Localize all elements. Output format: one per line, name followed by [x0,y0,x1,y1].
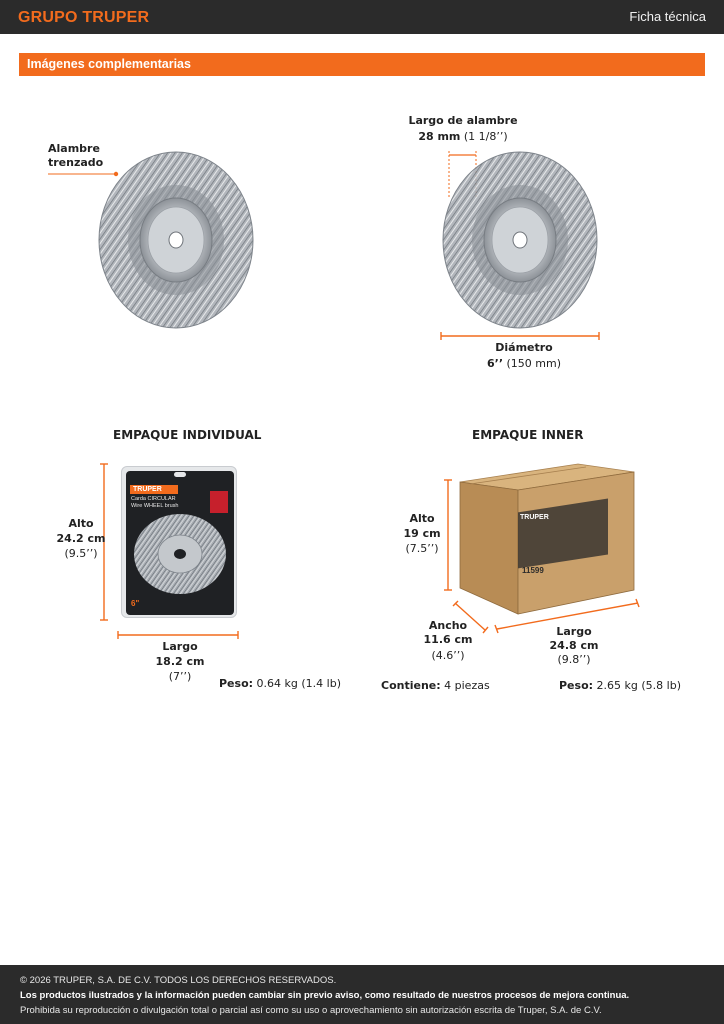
braided-wire-label: Alambre trenzado [48,142,104,169]
inner-package-heading: EMPAQUE INNER [472,428,584,442]
inner-height-imperial: (7.5’’) [405,542,439,555]
top-bar [0,0,724,34]
inner-width-value: 11.6 cm [423,633,473,646]
card-size: 6" [131,599,140,608]
hang-hole [174,472,186,477]
inner-width-title: Ancho [428,619,468,632]
box-brand: TRUPER [520,514,549,521]
card-brand: TRUPER [133,486,162,493]
inner-height-value: 19 cm [403,527,441,540]
inner-height-title: Alto [409,512,435,525]
individual-weight: Peso: 0.64 kg (1.4 lb) [219,677,341,690]
individual-height-value: 24.2 cm [56,532,106,545]
individual-length-imperial: (7’’) [168,670,192,683]
card-red-badge [210,491,228,513]
document-type: Ficha técnica [629,9,706,24]
footer-copyright: © 2026 TRUPER, S.A. DE C.V. TODOS LOS DERECHOS RESERVADOS. [20,975,337,986]
diameter-dimension [440,331,602,341]
blister-card [126,471,234,615]
individual-package-heading: EMPAQUE INDIVIDUAL [113,428,262,442]
individual-length-title: Largo [162,640,198,653]
inner-length-title: Largo [556,625,592,638]
section-header [19,53,705,76]
inner-weight: Peso: 2.65 kg (5.8 lb) [559,679,681,692]
box-code: 11599 [522,566,544,575]
inner-length-imperial: (9.8’’) [557,653,591,666]
individual-height-imperial: (9.5’’) [64,547,98,560]
wire-length-title: Largo de alambre [408,114,518,127]
wire-wheel-image-right [440,150,600,330]
diameter-value: 6’’ (150 mm) [486,357,562,370]
inner-contents: Contiene: 4 piezas [381,679,490,692]
brand-logo: GRUPO TRUPER [18,9,150,26]
card-wheel-image [132,513,228,595]
individual-height-title: Alto [68,517,94,530]
inner-width-imperial: (4.6’’) [431,649,465,662]
inner-box-image [456,460,638,618]
card-brand-band [130,485,178,494]
wire-wheel-image-left [96,150,256,330]
section-title: Imágenes complementarias [27,57,191,71]
wire-length-value: 28 mm (1 1/8’’) [418,130,508,143]
blister-package [121,466,237,618]
card-product-name: Carda CIRCULAR Wire WHEEL brush [131,496,179,509]
footer-legal: Prohibida su reproducción o divulgación total o parcial así como su uso o aprovechamiento sin autorización escrita de Truper, S.A. de C.V. [20,1005,602,1016]
footer [0,965,724,1024]
inner-length-value: 24.8 cm [549,639,599,652]
individual-length-dimension [117,630,241,640]
individual-length-value: 18.2 cm [155,655,205,668]
footer-notice: Los productos ilustrados y la información pueden cambiar sin previo aviso, como resultado de nuestros procesos de mejora continua. [20,990,630,1001]
diameter-title: Diámetro [495,341,553,354]
